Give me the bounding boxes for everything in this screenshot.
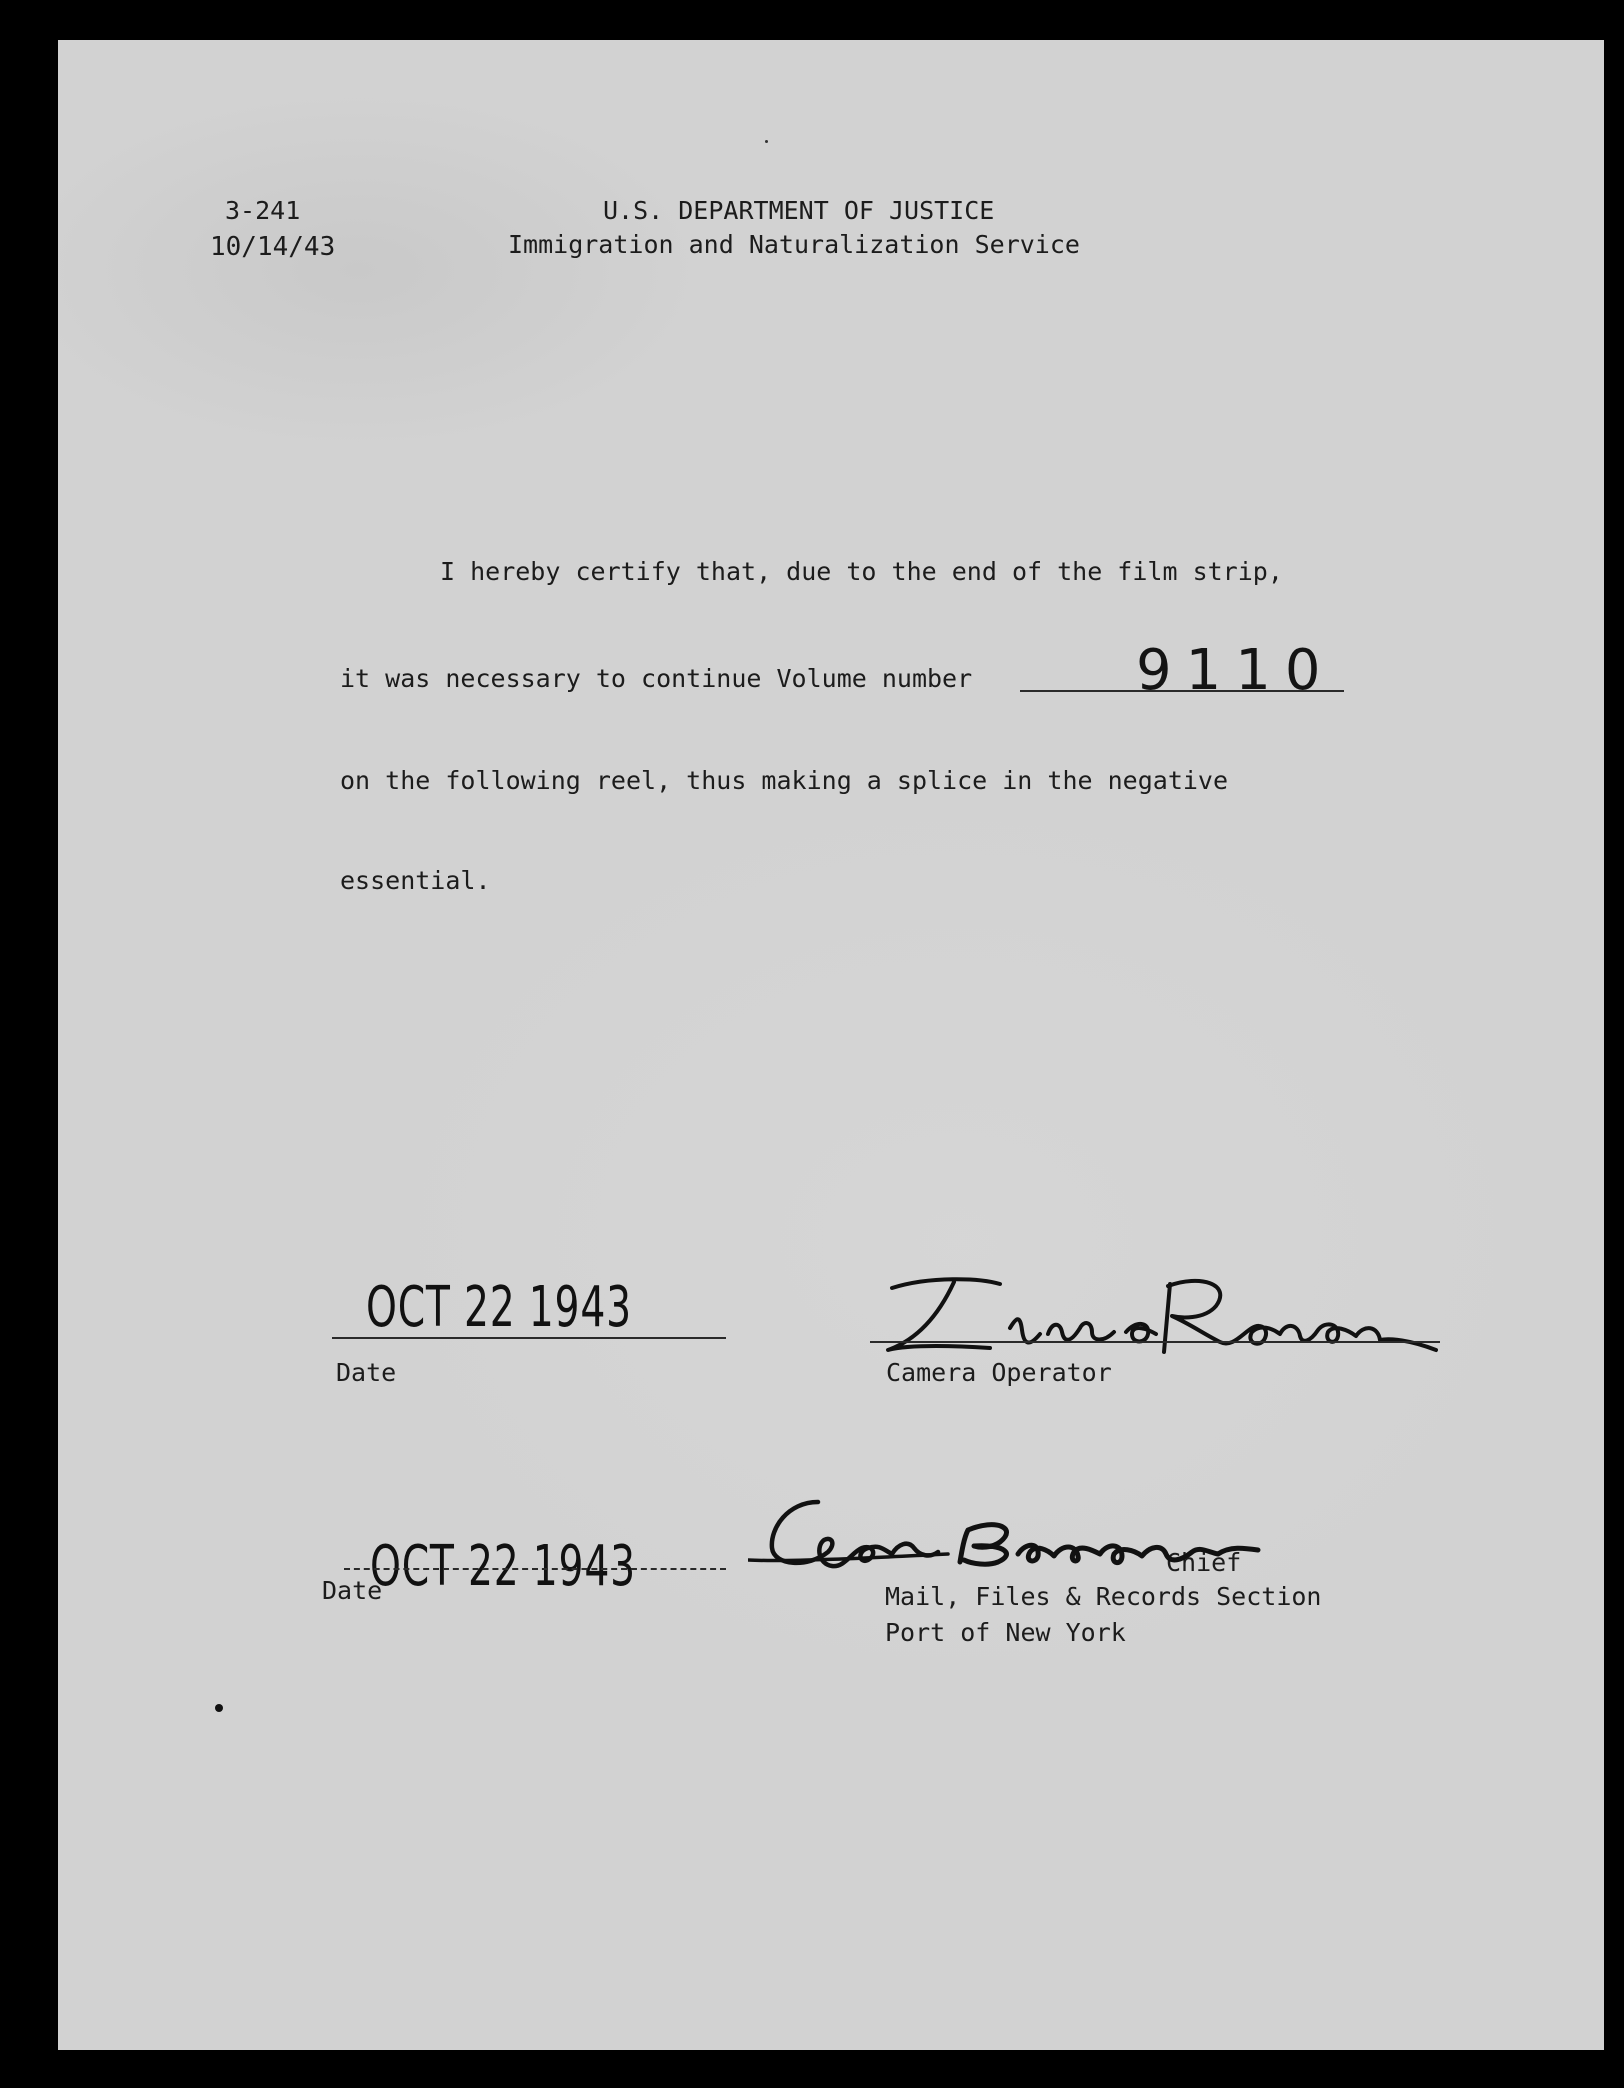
date-line-1 [332, 1337, 726, 1339]
date-label-1: Date [336, 1358, 397, 1387]
date-label-2: Date [322, 1576, 383, 1605]
document-page [58, 40, 1604, 2050]
date-stamp-1: OCT 22 1943 [366, 1275, 632, 1340]
certificate-line-2: it was necessary to continue Volume number [340, 664, 973, 693]
volume-number-handwritten: 9110 [1136, 638, 1335, 703]
ink-speck [765, 140, 768, 143]
camera-operator-label: Camera Operator [886, 1358, 1112, 1387]
certificate-line-3: on the following reel, thus making a splice in the negative [340, 766, 1229, 795]
camera-operator-signature [870, 1268, 1450, 1368]
certificate-line-1: I hereby certify that, due to the end of the film strip, [440, 557, 1283, 586]
date-line-2 [344, 1568, 726, 1570]
chief-signature [748, 1488, 1308, 1588]
date-stamp-2: OCT 22 1943 [370, 1534, 636, 1599]
port-title: Port of New York [885, 1618, 1126, 1647]
certificate-line-4: essential. [340, 866, 491, 895]
service-heading: Immigration and Naturalization Service [508, 230, 1080, 259]
form-number: 3-241 [225, 196, 301, 225]
section-title: Mail, Files & Records Section [885, 1582, 1322, 1611]
department-heading: U.S. DEPARTMENT OF JUSTICE [603, 196, 995, 225]
form-revision-date: 10/14/43 [210, 232, 336, 262]
chief-label: Chief [1166, 1548, 1242, 1577]
ink-speck [215, 1704, 223, 1712]
